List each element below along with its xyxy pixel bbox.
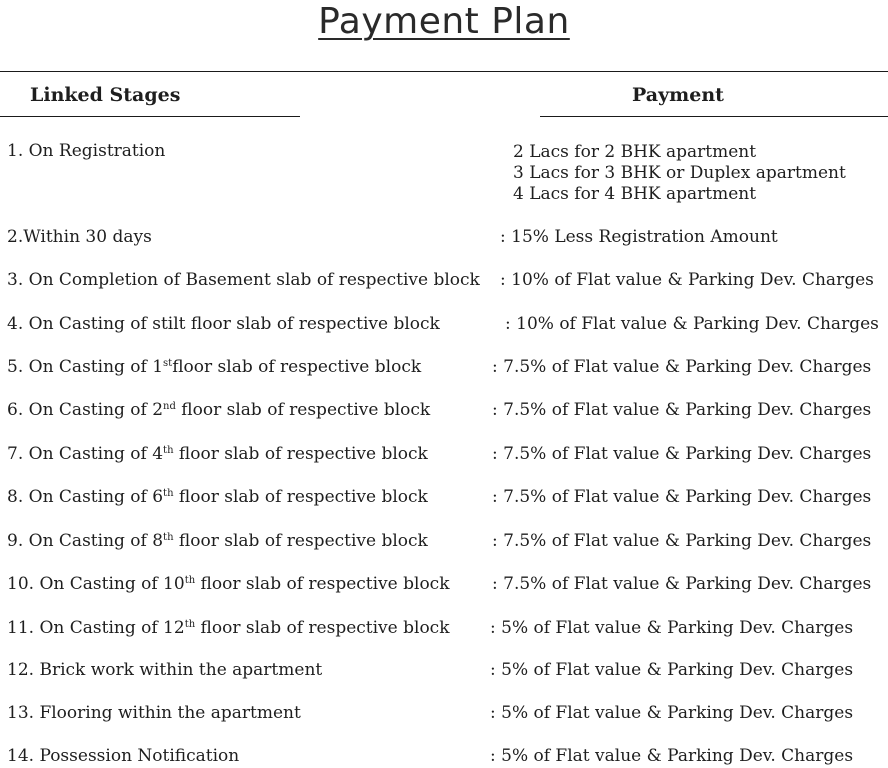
payment-row: : 7.5% of Flat value & Parking Dev. Charges: [492, 487, 872, 507]
payment-row: : 5% of Flat value & Parking Dev. Charges: [490, 703, 854, 723]
stage-row: 11. On Casting of 12th floor slab of respective block: [7, 618, 450, 638]
payment-row: : 10% of Flat value & Parking Dev. Charges: [505, 314, 879, 334]
stage-registration: 1. On Registration: [7, 141, 166, 161]
stage-row: 5. On Casting of 1stfloor slab of respective block: [7, 357, 422, 377]
payment-row: : 7.5% of Flat value & Parking Dev. Charges: [492, 400, 872, 420]
payment-row: : 7.5% of Flat value & Parking Dev. Charges: [492, 531, 872, 551]
stage-row: 2.Within 30 days: [7, 227, 152, 247]
stage-row: 13. Flooring within the apartment: [7, 703, 301, 723]
stage-row: 7. On Casting of 4th floor slab of respective block: [7, 444, 428, 464]
payment-row: : 15% Less Registration Amount: [500, 227, 778, 247]
stage-row: 12. Brick work within the apartment: [7, 660, 323, 680]
payment-row: : 5% of Flat value & Parking Dev. Charges: [490, 618, 854, 638]
payment-row: : 7.5% of Flat value & Parking Dev. Charges: [492, 357, 872, 377]
stage-row: 4. On Casting of stilt floor slab of respective block: [7, 314, 440, 334]
stage-row: 6. On Casting of 2nd floor slab of respective block: [7, 400, 431, 420]
payment-row: : 5% of Flat value & Parking Dev. Charges: [490, 746, 854, 766]
registration-payment-4bhk: 4 Lacs for 4 BHK apartment: [513, 184, 757, 204]
stage-row: 9. On Casting of 8th floor slab of respective block: [7, 531, 428, 551]
stage-row: 8. On Casting of 6th floor slab of respective block: [7, 487, 428, 507]
header-bottom-rule-left: [0, 116, 300, 117]
header-bottom-rule-right: [540, 116, 888, 117]
registration-payment-3bhk: 3 Lacs for 3 BHK or Duplex apartment: [513, 163, 846, 183]
column-header-payment: Payment: [632, 84, 724, 106]
registration-payment-list: [513, 142, 846, 205]
stage-row: 14. Possession Notification: [7, 746, 240, 766]
payment-row: : 7.5% of Flat value & Parking Dev. Charges: [492, 574, 872, 594]
registration-payment-2bhk: 2 Lacs for 2 BHK apartment: [513, 142, 757, 162]
payment-row: : 10% of Flat value & Parking Dev. Charges: [500, 270, 874, 290]
payment-row: : 7.5% of Flat value & Parking Dev. Charges: [492, 444, 872, 464]
column-header-linked-stages: Linked Stages: [30, 84, 181, 106]
page-title: Payment Plan: [318, 1, 570, 42]
stage-row: 10. On Casting of 10th floor slab of respective block: [7, 574, 450, 594]
header-top-rule: [0, 71, 888, 72]
payment-row: : 5% of Flat value & Parking Dev. Charges: [490, 660, 854, 680]
stage-row: 3. On Completion of Basement slab of respective block: [7, 270, 480, 290]
